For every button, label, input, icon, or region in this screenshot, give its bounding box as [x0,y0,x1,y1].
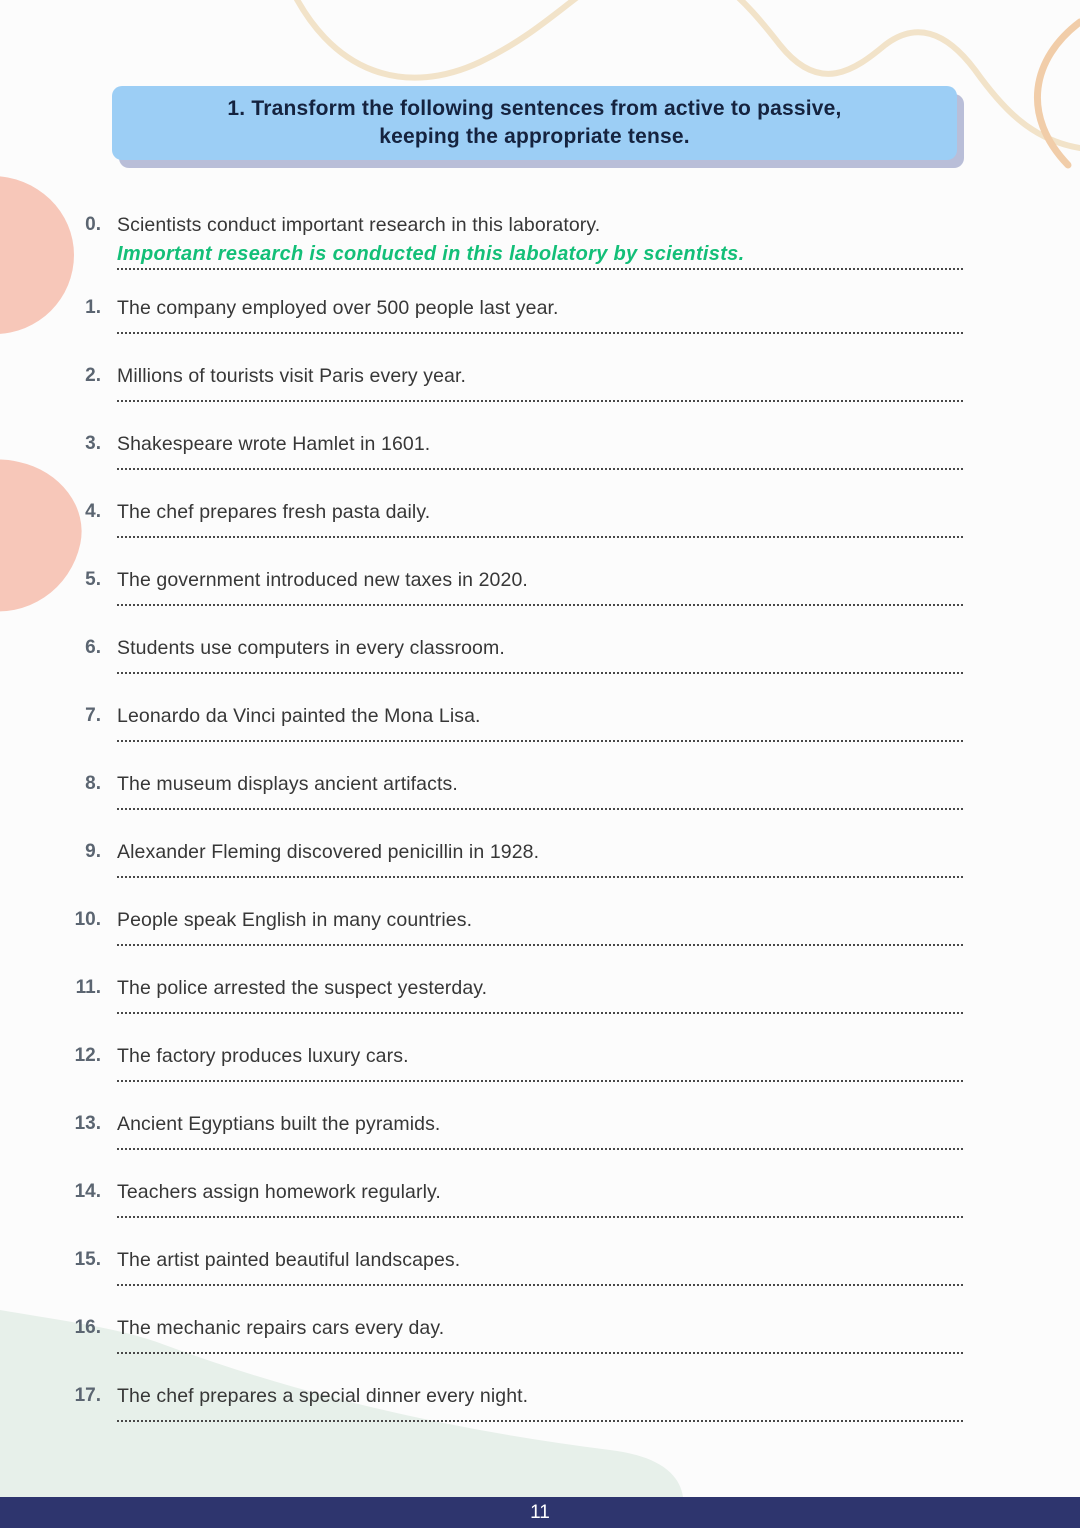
item-number: 4. [85,501,101,522]
item-sentence: Students use computers in every classroom. [117,637,505,659]
item-number: 14. [74,1181,101,1202]
item-number: 13. [74,1113,101,1134]
item-number: 2. [85,365,101,386]
item-sentence: The company employed over 500 people last year. [117,297,559,319]
items-container [65,295,963,1422]
item-sentence: The artist painted beautiful landscapes. [117,1249,461,1271]
answer-blank-line [117,1216,963,1218]
item-sentence: Shakespeare wrote Hamlet in 1601. [117,433,431,455]
item-sentence: The police arrested the suspect yesterday. [117,977,488,999]
answer-blank-line [117,400,963,402]
item-number: 0. [85,214,101,235]
item-sentence: The factory produces luxury cars. [117,1045,409,1067]
answer-blank-line [117,876,963,878]
item-sentence: Millions of tourists visit Paris every year. [117,365,467,387]
answer-blank-line [117,332,963,334]
item-sentence: People speak English in many countries. [117,909,473,931]
example-answer-handwritten: Important research is conducted in this labolatory by scientists. [117,240,963,270]
answer-blank-line [117,808,963,810]
exercise-list [65,212,963,1451]
answer-blank-line [117,672,963,674]
item-sentence: The chef prepares a special dinner every night. [117,1385,529,1407]
exercise-item [65,567,963,606]
item-number: 1. [85,297,101,318]
exercise-item [65,1247,963,1286]
exercise-item [65,703,963,742]
instruction-line-1: 1. Transform the following sentences from active to passive, [227,97,842,120]
exercise-item [65,771,963,810]
item-number: 10. [74,909,101,930]
footer-bar [0,1497,1080,1528]
answer-blank-line [117,1420,963,1422]
exercise-item [65,975,963,1014]
instruction-line-2: keeping the appropriate tense. [379,125,690,148]
example-item [65,212,963,270]
exercise-item [65,1315,963,1354]
answer-blank-line [117,1012,963,1014]
item-sentence: The mechanic repairs cars every day. [117,1317,445,1339]
answer-blank-line [117,740,963,742]
item-number: 12. [74,1045,101,1066]
item-number: 11. [75,977,101,998]
item-number: 15. [74,1249,101,1270]
exercise-item [65,839,963,878]
item-number: 8. [85,773,101,794]
exercise-item [65,907,963,946]
exercise-item [65,431,963,470]
item-sentence: Ancient Egyptians built the pyramids. [117,1113,441,1135]
item-number: 7. [85,705,101,726]
answer-blank-line [117,468,963,470]
answer-blank-line [117,1352,963,1354]
exercise-item [65,1179,963,1218]
exercise-item [65,363,963,402]
item-sentence: Leonardo da Vinci painted the Mona Lisa. [117,705,481,727]
exercise-instruction-box [112,86,957,160]
item-sentence: Teachers assign homework regularly. [117,1181,441,1203]
exercise-item [65,1043,963,1082]
item-number: 6. [85,637,101,658]
answer-blank-line [117,604,963,606]
item-sentence: The museum displays ancient artifacts. [117,773,458,795]
exercise-item [65,1383,963,1422]
item-number: 5. [85,569,101,590]
answer-blank-line [117,536,963,538]
answer-blank-line [117,1080,963,1082]
exercise-item [65,499,963,538]
answer-blank-line [117,1284,963,1286]
item-sentence: The government introduced new taxes in 2020. [117,569,528,591]
answer-blank-line [117,1148,963,1150]
exercise-item [65,1111,963,1150]
item-sentence: The chef prepares fresh pasta daily. [117,501,431,523]
item-sentence: Alexander Fleming discovered penicillin in 1928. [117,841,540,863]
answer-blank-line [117,944,963,946]
page-number: 11 [530,1501,550,1523]
exercise-item [65,295,963,334]
example-sentence: Scientists conduct important research in this laboratory. [117,214,601,236]
item-number: 17. [74,1385,101,1406]
exercise-item [65,635,963,674]
item-number: 16. [74,1317,101,1338]
item-number: 9. [85,841,101,862]
item-number: 3. [85,433,101,454]
